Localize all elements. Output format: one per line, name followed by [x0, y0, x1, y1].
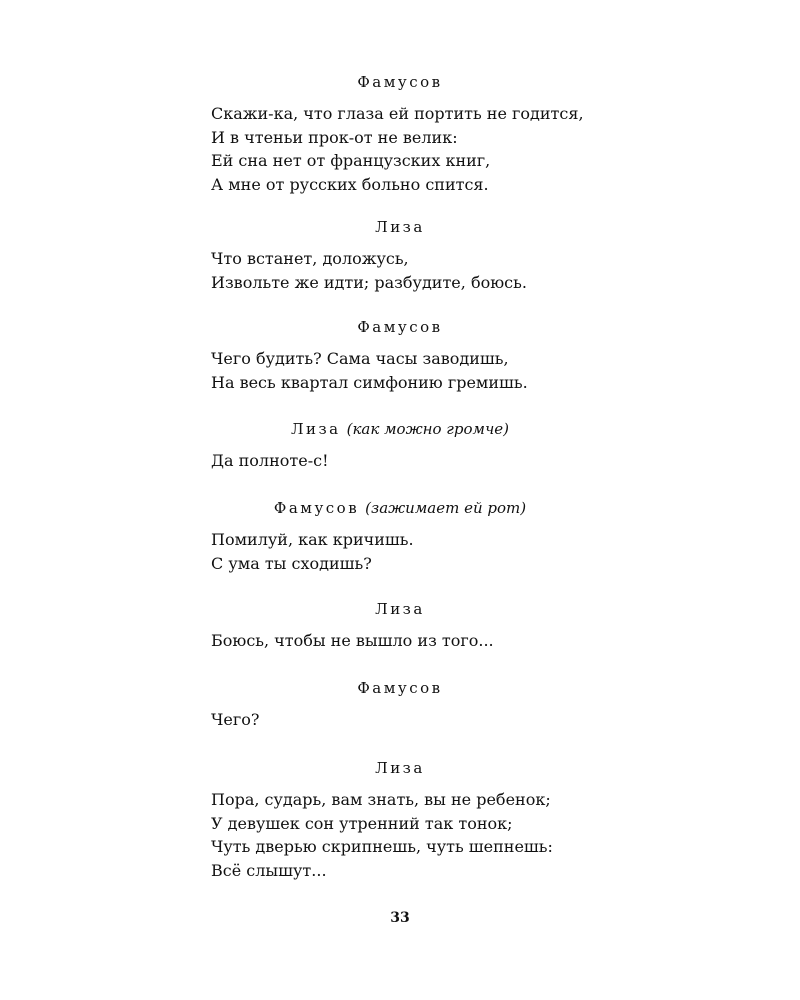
verse-line: Да полноте-с! [211, 451, 329, 470]
page-number: 33 [390, 910, 410, 926]
dialogue-block [0, 419, 800, 473]
speaker-label: Фамусов [357, 679, 443, 697]
verse-line: Пора, сударь, вам знать, вы не ребенок; [211, 790, 551, 809]
verse-line: И в чтеньи прок-от не велик: [211, 127, 458, 147]
speaker-label: Лиза [290, 420, 341, 438]
verse-line: Чуть дверью скрипнешь, чуть шепнешь: [211, 837, 553, 856]
verse-line: С ума ты сходишь? [211, 553, 372, 573]
speaker-name [0, 758, 800, 778]
stage-direction: (как можно громче) [346, 420, 510, 438]
verse-line: У девушек сон утренний так тонок; [211, 813, 513, 833]
verse-line: На весь квартал симфонию гремишь. [211, 372, 528, 392]
verse-lines [0, 449, 800, 473]
verse-lines [0, 629, 800, 653]
speaker-name [0, 498, 800, 518]
stage-direction: (зажимает ей рот) [365, 499, 527, 517]
dialogue-block [0, 498, 800, 575]
verse-line: Боюсь, чтобы не вышло из того... [211, 631, 494, 650]
verse-lines [0, 788, 800, 882]
dialogue-block [0, 599, 800, 653]
verse-lines [0, 528, 800, 575]
speaker-name [0, 678, 800, 698]
speaker-name [0, 599, 800, 619]
dialogue-block [0, 317, 800, 394]
dialogue-block [0, 217, 800, 294]
verse-lines [0, 347, 800, 394]
speaker-label: Лиза [375, 218, 425, 236]
speaker-name [0, 317, 800, 337]
speaker-label: Лиза [375, 759, 425, 777]
speaker-label: Фамусов [357, 73, 443, 91]
verse-line: Скажи-ка, что глаза ей портить не годится, [211, 104, 584, 123]
verse-lines [0, 247, 800, 294]
verse-lines [0, 102, 800, 196]
speaker-label: Лиза [375, 600, 425, 618]
dialogue-block [0, 678, 800, 732]
verse-line: Помилуй, как кричишь. [211, 530, 414, 549]
verse-line: А мне от русских больно спится. [211, 174, 489, 194]
speaker-name [0, 419, 800, 439]
verse-line: Чего? [211, 710, 260, 729]
speaker-name [0, 72, 800, 92]
dialogue-block [0, 72, 800, 196]
verse-line: Всё слышут... [211, 860, 327, 880]
speaker-name [0, 217, 800, 237]
dialogue-block [0, 758, 800, 882]
verse-lines [0, 708, 800, 732]
speaker-label: Фамусов [357, 318, 443, 336]
verse-line: Ей сна нет от французских книг, [211, 151, 491, 170]
verse-line: Извольте же идти; разбудите, боюсь. [211, 272, 527, 292]
speaker-label: Фамусов [273, 499, 360, 517]
verse-line: Чего будить? Сама часы заводишь, [211, 349, 509, 368]
verse-line: Что встанет, доложусь, [211, 249, 409, 268]
